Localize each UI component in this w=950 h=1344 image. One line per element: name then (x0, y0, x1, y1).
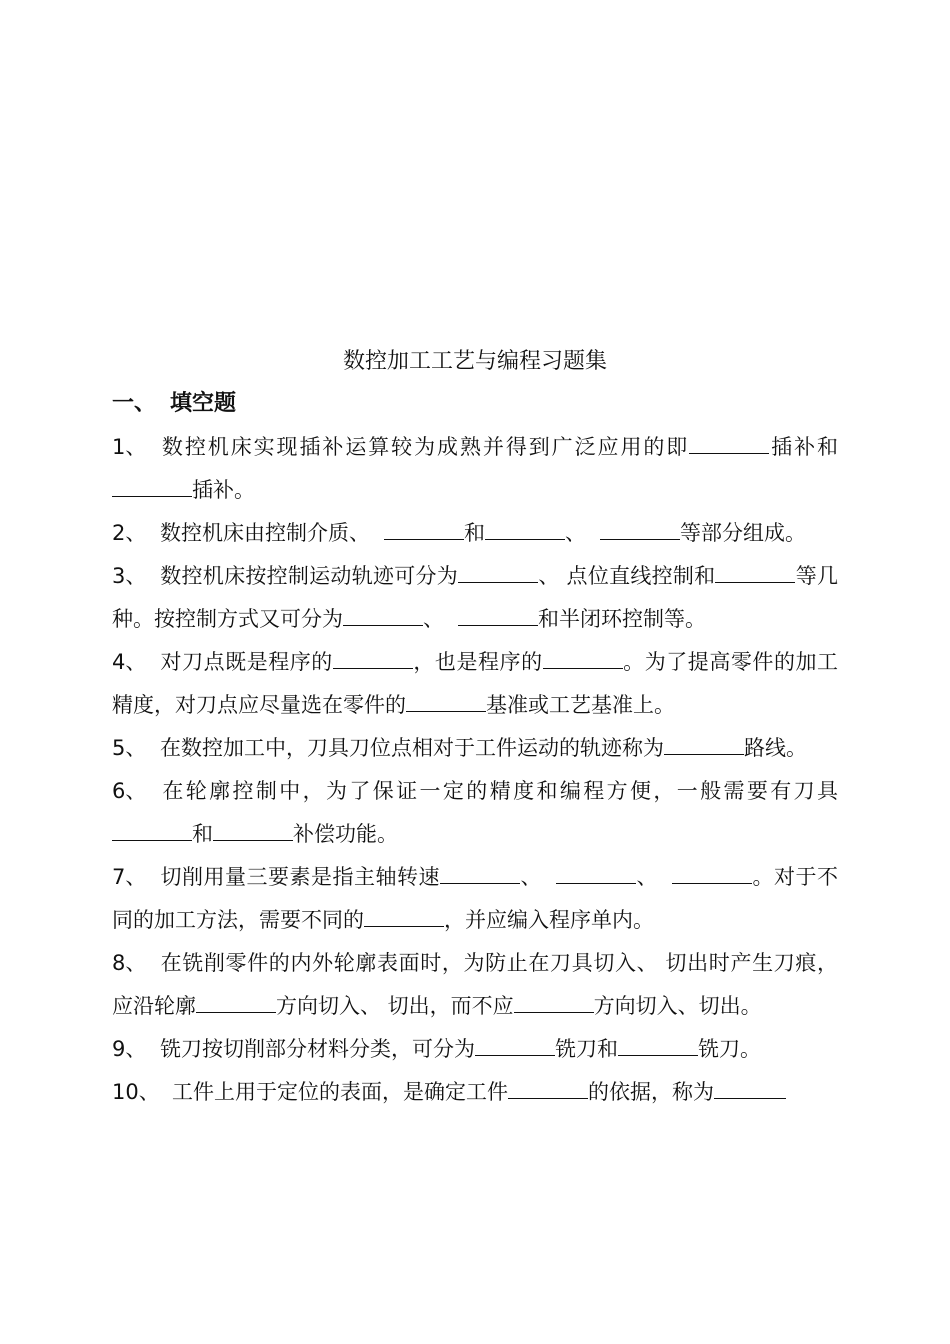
question-text: 在轮廓控制中，为了保证一定的精度和编程方便，一般需要有刀具 (160, 779, 838, 803)
question-number: 1、 (112, 435, 147, 459)
question-number: 10、 (112, 1080, 160, 1104)
question-text: 铣刀。 (698, 1037, 761, 1061)
question-text: 等部分组成。 (680, 521, 806, 545)
question-text: 等几种。按控制方式又可分为 (112, 564, 838, 631)
answer-blank[interactable] (600, 519, 680, 540)
question-text: 切削用量三要素是指主轴转速 (160, 865, 440, 889)
question-text: 数控机床由控制介质、 (160, 521, 370, 545)
question-text: ，也是程序的 (412, 650, 543, 674)
question-2 (112, 512, 838, 555)
question-text: 补偿功能。 (293, 822, 398, 846)
question-number: 5、 (112, 736, 147, 760)
section-title: 填空题 (170, 391, 237, 416)
question-text: ，并应编入程序单内。 (444, 908, 654, 932)
question-number: 7、 (112, 865, 147, 889)
question-text: 、 点位直线控制和 (538, 564, 716, 588)
question-text: 。为了提高零件的加工精度，对刀点应尽量选在零件的 (112, 650, 839, 717)
answer-blank[interactable] (213, 820, 293, 841)
question-text: 和 (464, 521, 485, 545)
question-text: 、 (520, 865, 542, 889)
answer-blank[interactable] (343, 605, 423, 626)
question-text: 和 (192, 822, 213, 846)
question-text: 。对于不同的加工方法，需要不同的 (112, 865, 838, 932)
question-7 (112, 856, 838, 942)
answer-blank[interactable] (458, 562, 538, 583)
answer-blank[interactable] (458, 605, 538, 626)
answer-blank[interactable] (664, 734, 744, 755)
question-text: 和半闭环控制等。 (538, 607, 706, 631)
answer-blank[interactable] (672, 863, 752, 884)
question-text: 铣刀按切削部分材料分类，可分为 (160, 1037, 475, 1061)
question-3 (112, 555, 838, 641)
question-text: 数控机床按控制运动轨迹可分为 (160, 564, 459, 588)
answer-blank[interactable] (543, 648, 623, 669)
answer-blank[interactable] (556, 863, 636, 884)
question-text: 方向切入、 切出，而不应 (276, 994, 514, 1018)
question-6 (112, 770, 838, 856)
question-text: 对刀点既是程序的 (160, 650, 333, 674)
question-text: 数控机床实现插补运算较为成熟并得到广泛应用的即 (160, 435, 690, 459)
question-text: 路线。 (744, 736, 807, 760)
answer-blank[interactable] (475, 1035, 555, 1056)
answer-blank[interactable] (112, 476, 192, 497)
answer-blank[interactable] (508, 1078, 588, 1099)
answer-blank[interactable] (364, 906, 444, 927)
question-text: 、 (636, 865, 658, 889)
question-text: 的依据，称为 (588, 1080, 714, 1104)
question-text: 、 (423, 607, 444, 631)
question-4 (112, 641, 838, 727)
answer-blank[interactable] (714, 1078, 786, 1099)
question-text: 插补和 (769, 435, 839, 459)
question-number: 6、 (112, 779, 147, 803)
answer-blank[interactable] (689, 433, 769, 454)
question-number: 4、 (112, 650, 147, 674)
answer-blank[interactable] (440, 863, 520, 884)
question-8 (112, 942, 838, 1028)
question-text: 铣刀和 (555, 1037, 618, 1061)
question-text: 、 (565, 521, 586, 545)
answer-blank[interactable] (514, 992, 594, 1013)
question-10 (112, 1071, 838, 1114)
question-1 (112, 426, 838, 512)
question-number: 3、 (112, 564, 147, 588)
question-text: 在铣削零件的内外轮廓表面时，为防止在刀具切入、 切出时产生刀痕，应沿轮廓 (112, 951, 838, 1018)
answer-blank[interactable] (485, 519, 565, 540)
question-number: 8、 (112, 951, 147, 975)
answer-blank[interactable] (333, 648, 413, 669)
answer-blank[interactable] (112, 820, 192, 841)
question-text: 在数控加工中，刀具刀位点相对于工件运动的轨迹称为 (160, 736, 664, 760)
answer-blank[interactable] (196, 992, 276, 1013)
question-5 (112, 727, 838, 770)
question-number: 9、 (112, 1037, 147, 1061)
question-text: 基准或工艺基准上。 (486, 693, 675, 717)
question-number: 2、 (112, 521, 147, 545)
section-number: 一、 (112, 391, 157, 416)
question-9 (112, 1028, 838, 1071)
answer-blank[interactable] (715, 562, 795, 583)
answer-blank[interactable] (618, 1035, 698, 1056)
question-text: 方向切入、切出。 (593, 994, 762, 1018)
section-heading (112, 384, 838, 424)
question-text: 插补。 (192, 478, 255, 502)
answer-blank[interactable] (406, 691, 486, 712)
document-title: 数控加工工艺与编程习题集 (342, 349, 607, 374)
answer-blank[interactable] (384, 519, 464, 540)
question-text: 工件上用于定位的表面，是确定工件 (172, 1080, 508, 1104)
document-page (112, 344, 838, 1114)
